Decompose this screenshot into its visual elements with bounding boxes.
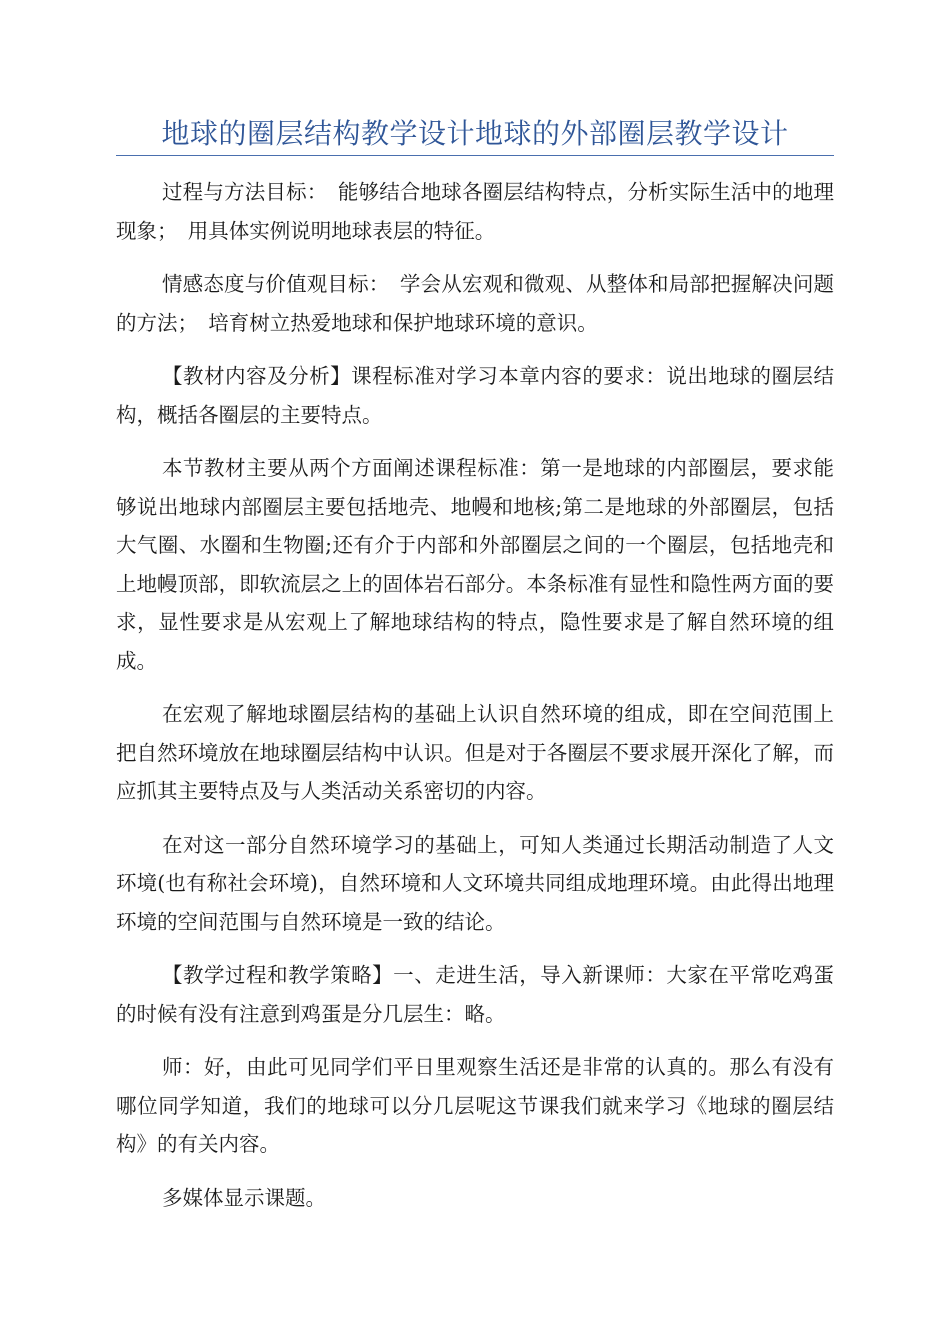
paragraph-curriculum-standard: 本节教材主要从两个方面阐述课程标准：第一是地球的内部圈层，要求能够说出地球内部圈层主要包括地壳、地幔和地核;第二是地球的外部圈层，包括大气圈、水圈和生物圈;还有介于内部和外部圈层之间的一个圈层，包括地壳和上地幔顶部，即软流层之上的固体岩石部分。本条标准有显性和隐性两方面的要求，显性要求是从宏观上了解地球结构的特点，隐性要求是了解自然环境的组成。 — [116, 456, 834, 673]
paragraph-teacher-dialogue: 师：好，由此可见同学们平日里观察生活还是非常的认真的。那么有没有哪位同学知道，我们的地球可以分几层呢这节课我们就来学习《地球的圈层结构》的有关内容。 — [116, 1055, 834, 1156]
paragraph-teaching-process: 【教学过程和教学策略】一、走进生活，导入新课师：大家在平常吃鸡蛋的时候有没有注意到鸡蛋是分几层生：略。 — [116, 963, 834, 1026]
paragraph-emotion-value-goal: 情感态度与价值观目标： 学会从宏观和微观、从整体和局部把握解决问题的方法； 培育树立热爱地球和保护地球环境的意识。 — [116, 272, 834, 335]
paragraph-macro-understanding: 在宏观了解地球圈层结构的基础上认识自然环境的组成，即在空间范围上把自然环境放在地球圈层结构中认识。但是对于各圈层不要求展开深化了解，而应抓其主要特点及与人类活动关系密切的内容。 — [116, 702, 834, 803]
title-underline — [116, 155, 834, 156]
paragraph-multimedia: 多媒体显示课题。 — [162, 1185, 326, 1210]
paragraph-process-method-goal: 过程与方法目标： 能够结合地球各圈层结构特点，分析实际生活中的地理现象； 用具体实例说明地球表层的特征。 — [116, 180, 834, 243]
document-title: 地球的圈层结构教学设计地球的外部圈层教学设计 — [161, 117, 789, 150]
document-body — [116, 173, 834, 1232]
paragraph-human-environment: 在对这一部分自然环境学习的基础上，可知人类通过长期活动制造了人文环境(也有称社会环境)，自然环境和人文环境共同组成地理环境。由此得出地理环境的空间范围与自然环境是一致的结论。 — [116, 832, 834, 934]
paragraph-material-analysis: 【教材内容及分析】课程标准对学习本章内容的要求：说出地球的圈层结构，概括各圈层的主要特点。 — [116, 364, 834, 427]
